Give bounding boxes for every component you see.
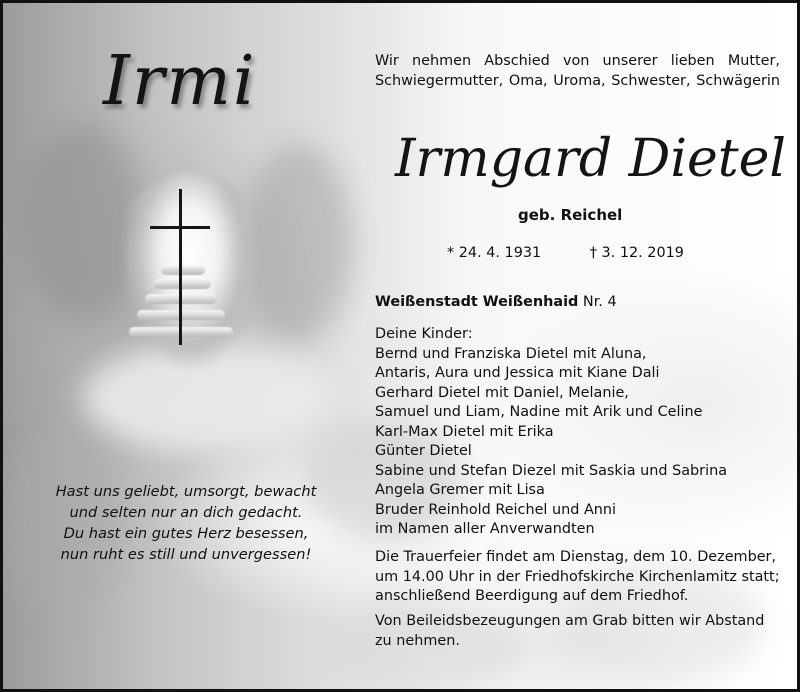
deceased-name: Irmgard Dietel [395,129,787,189]
mourners-heading: Deine Kinder: [375,326,473,342]
birth-date: * 24. 4. 1931 [447,245,542,261]
condolence-line: zu nehmen. [375,632,460,649]
verse-line: Du hast ein gutes Herz besessen, [63,525,309,542]
mourner-line: Sabine und Stefan Diezel mit Saskia und Sabrina [375,462,728,479]
condolence-line: Von Beileidsbezeugungen am Grab bitten wir Abstand [375,613,765,629]
cross-icon [179,189,182,345]
intro-line: Schwiegermutter, Oma, Uroma, Schwester, Schwägerin [375,72,780,89]
mourner-line: Bruder Reinhold Reichel und Anni [375,501,617,518]
intro-line: Wir nehmen Abschied von unserer lieben Mutter, [375,53,780,69]
birth-name: geb. Reichel [518,206,623,224]
verse-line: und selten nur an dich gedacht. [69,504,303,521]
cross-icon-bar [150,226,210,229]
mourner-line: Antaris, Aura und Jessica mit Kiane Dali [375,365,660,381]
life-dates [447,245,684,261]
service-line: um 14.00 Uhr in der Friedhofskirche Kirchenlamitz statt; [375,568,780,585]
stair-step [161,265,205,275]
mourner-line: Samuel und Liam, Nadine mit Arik und Celine [375,404,703,420]
death-date: † 3. 12. 2019 [589,245,684,261]
mourners-list [375,325,780,540]
residence-town: Weißenstadt Weißenhaid [375,294,579,310]
funeral-service-info [375,548,780,607]
mourner-line: Gerhard Dietel mit Daniel, Melanie, [375,384,629,401]
intro-text [375,52,780,91]
stair-step [153,279,211,289]
mourner-line: im Namen aller Anverwandten [375,521,595,537]
verse-line: nun ruht es still und unvergessen! [60,546,312,563]
verse-line: Hast uns geliebt, umsorgt, bewacht [55,483,317,500]
memorial-verse [31,481,341,565]
mourner-line: Bernd und Franziska Dietel mit Aluna, [375,345,647,362]
short-name-heading: Irmi [103,42,257,121]
residence [375,293,780,313]
mourner-line: Angela Gremer mit Lisa [375,482,545,498]
residence-number: Nr. 4 [578,294,617,310]
condolence-note [375,612,780,651]
mourner-line: Karl-Max Dietel mit Erika [375,423,554,440]
service-line: Die Trauerfeier findet am Dienstag, dem 10. Dezember, [375,549,777,565]
mourner-line: Günter Dietel [375,443,472,459]
service-line: anschließend Beerdigung auf dem Friedhof. [375,588,689,604]
